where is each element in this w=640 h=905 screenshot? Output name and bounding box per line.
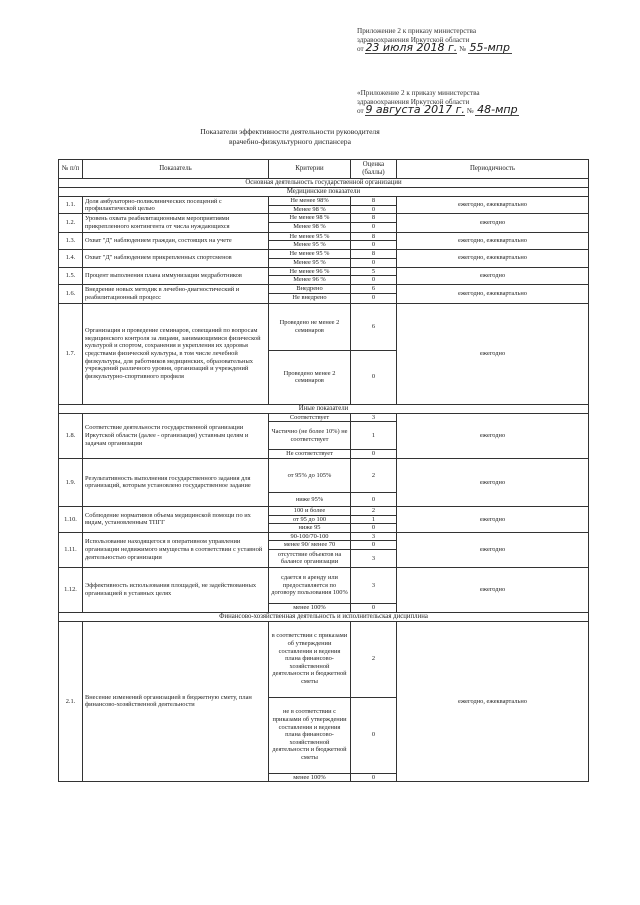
approval-note-2 <box>357 89 519 116</box>
approval-note-1-line1: Приложение 2 к приказу министерства <box>357 27 477 35</box>
criterion: Менее 95 % <box>269 241 351 250</box>
table-row <box>59 567 589 603</box>
subsection-other: Иные показатели <box>59 404 589 413</box>
score: 0 <box>351 222 397 232</box>
criterion: менее 100% <box>269 603 351 612</box>
row-num: 1.5. <box>59 267 83 284</box>
table-row <box>59 267 589 276</box>
approval-note-1 <box>357 27 512 54</box>
score: 3 <box>351 549 397 567</box>
row-indicator: Эффективность использования площадей, не задействованных организацией в уставных целях <box>83 567 269 612</box>
row-num: 1.9. <box>59 458 83 506</box>
header-period: Периодичность <box>397 160 589 179</box>
approval-note-1-num-prefix: № <box>459 45 466 54</box>
score: 8 <box>351 249 397 258</box>
criterion: от 95 до 100 <box>269 515 351 524</box>
table-row <box>59 249 589 258</box>
row-num: 1.1. <box>59 197 83 214</box>
criterion: Проведено не менее 2 семинаров <box>269 303 351 350</box>
score: 2 <box>351 621 397 697</box>
row-indicator: Охват "Д" наблюдением граждан, состоящих на учете <box>83 232 269 249</box>
row-indicator: Охват "Д" наблюдением прикрепленных спортсменов <box>83 249 269 267</box>
score: 0 <box>351 773 397 782</box>
table-row <box>59 197 589 206</box>
table-row <box>59 458 589 492</box>
document-title-line2: врачебно-физкультурного диспансера <box>229 137 351 146</box>
section-finance: Финансово-хозяйственная деятельность и исполнительская дисциплина <box>59 612 589 621</box>
criterion: менее 100% <box>269 773 351 782</box>
row-indicator: Процент выполнения плана иммунизации медработников <box>83 267 269 284</box>
criterion: Внедрено <box>269 284 351 293</box>
score: 0 <box>351 697 397 773</box>
criterion: в соответствии с приказами об утверждении составления и ведения плана финансово-хозяйственной деятельности и бюджетной сметы <box>269 621 351 697</box>
table-row <box>59 506 589 515</box>
row-num: 1.3. <box>59 232 83 249</box>
criterion: Не менее 95 % <box>269 232 351 241</box>
table-row <box>59 232 589 241</box>
row-indicator: Внедрение новых методик в лечебно-диагностический и реабилитационный процесс <box>83 284 269 303</box>
row-period: ежегодно <box>397 303 589 404</box>
header-criteria: Критерии <box>269 160 351 179</box>
score: 0 <box>351 603 397 612</box>
table-row <box>59 303 589 350</box>
header-indicator: Показатель <box>83 160 269 179</box>
criterion: Не соответствует <box>269 450 351 459</box>
document-title-line1: Показатели эффективности деятельности руководителя <box>200 127 380 136</box>
row-period: ежегодно <box>397 567 589 612</box>
row-period: ежегодно, ежеквартально <box>397 284 589 303</box>
table-row <box>59 532 589 541</box>
row-period: ежегодно <box>397 532 589 567</box>
row-num: 1.7. <box>59 303 83 404</box>
row-indicator: Использование находящегося в оперативном управлении организации недвижимого имущества в соответствии с уставной деятельностью организации <box>83 532 269 567</box>
criterion: Соответствует <box>269 413 351 422</box>
criterion: Не менее 95 % <box>269 249 351 258</box>
subsection-medical: Медицинские показатели <box>59 188 589 197</box>
header-score: Оценка (баллы) <box>351 160 397 179</box>
score: 6 <box>351 303 397 350</box>
row-num: 2.1. <box>59 621 83 782</box>
indicators-table <box>58 159 589 782</box>
score: 0 <box>351 241 397 250</box>
table-header-row <box>59 160 589 179</box>
approval-note-2-num-prefix: № <box>466 107 474 116</box>
criterion: Не внедрено <box>269 293 351 303</box>
score: 2 <box>351 506 397 515</box>
approval-note-2-date: 9 августа 2017 г. <box>365 103 465 117</box>
row-indicator: Результативность выполнения государственного задания для организаций, которым установлено государственное задание <box>83 458 269 506</box>
approval-note-1-line2: здравоохранения Иркутской области <box>357 35 470 44</box>
table-row <box>59 214 589 223</box>
score: 0 <box>351 541 397 550</box>
criterion: ниже 95 <box>269 524 351 533</box>
score: 0 <box>351 205 397 214</box>
criterion: отсутствие объектов на балансе организации <box>269 549 351 567</box>
criterion: от 95% до 105% <box>269 458 351 492</box>
score: 1 <box>351 515 397 524</box>
criterion: Проведено менее 2 семинаров <box>269 350 351 404</box>
row-period: ежегодно, ежеквартально <box>397 249 589 267</box>
score: 0 <box>351 524 397 533</box>
table-row <box>59 413 589 422</box>
row-period: ежегодно <box>397 214 589 233</box>
approval-note-2-date-prefix: от <box>357 107 364 116</box>
score: 8 <box>351 197 397 206</box>
score: 8 <box>351 214 397 223</box>
criterion: Менее 98 % <box>269 205 351 214</box>
criterion: сдается в аренду или предоставляется по договору пользования 100% <box>269 567 351 603</box>
row-period: ежегодно, ежеквартально <box>397 232 589 249</box>
approval-note-1-date: 23 июля 2018 г. <box>365 41 458 55</box>
section-row <box>59 179 589 188</box>
section-main: Основная деятельность государственной организации <box>59 179 589 188</box>
document-title <box>120 127 460 147</box>
score: 5 <box>351 267 397 276</box>
criterion: Не менее 98 % <box>269 214 351 223</box>
criterion: менее 90/ менее 70 <box>269 541 351 550</box>
criterion: Не менее 98% <box>269 197 351 206</box>
row-indicator: Организация и проведение семинаров, совещаний по вопросам медицинского контроля за лицами, занимающимися физической культурой и спортом, сохранения и укрепления их здоровья средствами физической культуры, в том числе лечебной физкультуры, для работников медицинских, образовательных учреждений различного уровня, организаций и учреждений физкультурно-спортивного профиля <box>83 303 269 404</box>
row-num: 1.6. <box>59 284 83 303</box>
approval-note-2-line1: «Приложение 2 к приказу министерства <box>357 89 480 97</box>
approval-note-1-date-prefix: от <box>357 45 364 54</box>
criterion: Частично (не более 10%) не соответствует <box>269 422 351 450</box>
header-num: № п/п <box>59 160 83 179</box>
score: 1 <box>351 422 397 450</box>
score: 3 <box>351 532 397 541</box>
score: 0 <box>351 293 397 303</box>
score: 0 <box>351 350 397 404</box>
row-num: 1.2. <box>59 214 83 233</box>
score: 3 <box>351 567 397 603</box>
approval-note-2-number: 48-мпр <box>477 103 518 117</box>
score: 0 <box>351 258 397 267</box>
table-row <box>59 621 589 697</box>
row-indicator: Уровень охвата реабилитационными мероприятиями прикрепленного контингента от числа нуждающихся <box>83 214 269 233</box>
criterion: 90-100/70-100 <box>269 532 351 541</box>
table-row <box>59 284 589 293</box>
score: 0 <box>351 450 397 459</box>
score: 2 <box>351 458 397 492</box>
row-period: ежегодно <box>397 413 589 458</box>
score: 6 <box>351 284 397 293</box>
row-period: ежегодно, ежеквартально <box>397 621 589 782</box>
score: 3 <box>351 413 397 422</box>
row-num: 1.4. <box>59 249 83 267</box>
criterion: ниже 95% <box>269 492 351 506</box>
criterion: Менее 95 % <box>269 258 351 267</box>
criterion: Не менее 96 % <box>269 267 351 276</box>
row-period: ежегодно <box>397 458 589 506</box>
row-num: 1.11. <box>59 532 83 567</box>
row-indicator: Доля амбулаторно-поликлинических посещений с профилактической целью <box>83 197 269 214</box>
subsection-row <box>59 188 589 197</box>
row-period: ежегодно <box>397 506 589 532</box>
row-indicator: Соблюдение нормативов объема медицинской помощи по их видам, установленным ТПГГ <box>83 506 269 532</box>
section-row <box>59 612 589 621</box>
row-indicator: Соответствие деятельности государственной организации Иркутской области (далее - организация) уставным целям и задачам организации <box>83 413 269 458</box>
approval-note-2-line2: здравоохранения Иркутской области <box>357 97 470 106</box>
criterion: Менее 96 % <box>269 276 351 285</box>
row-period: ежегодно, ежеквартально <box>397 197 589 214</box>
score: 0 <box>351 276 397 285</box>
row-num: 1.12. <box>59 567 83 612</box>
row-period: ежегодно <box>397 267 589 284</box>
row-indicator: Внесение изменений организацией в бюджетную смету, план финансово-хозяйственной деятельности <box>83 621 269 782</box>
approval-note-1-number: 55-мпр <box>469 41 510 55</box>
row-num: 1.8. <box>59 413 83 458</box>
score: 0 <box>351 492 397 506</box>
criterion: не в соответствии с приказами об утверждении составления и ведения плана финансово-хозяйственной деятельности и бюджетной сметы <box>269 697 351 773</box>
criterion: Менее 98 % <box>269 222 351 232</box>
criterion: 100 и более <box>269 506 351 515</box>
row-num: 1.10. <box>59 506 83 532</box>
score: 8 <box>351 232 397 241</box>
subsection-row <box>59 404 589 413</box>
